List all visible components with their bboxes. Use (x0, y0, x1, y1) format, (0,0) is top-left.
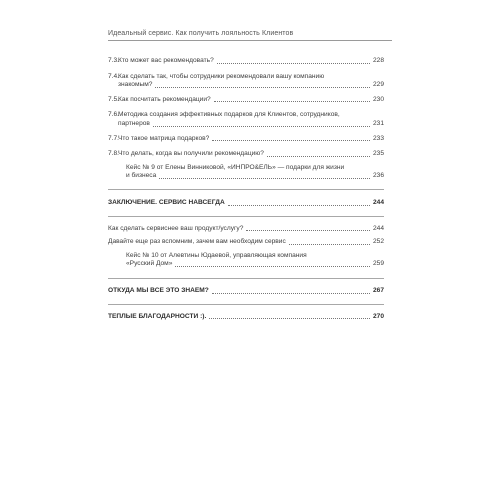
toc-entry-7-6 (108, 111, 384, 128)
entry-title-line2: «Русский Дом» (126, 260, 173, 268)
toc-entry-7-3 (108, 57, 384, 66)
entry-title: Кто может вас рекомендовать? (118, 57, 214, 64)
page-number: 244 (372, 224, 384, 232)
page-number: 259 (372, 260, 384, 268)
section-divider (108, 216, 384, 217)
dot-leader (246, 230, 370, 231)
entry-title: Как сделать сервиснее ваш продукт/услугу? (108, 224, 244, 232)
header-rule (108, 40, 392, 41)
entry-title: Как посчитать рекомендации? (118, 95, 211, 103)
entry-number: 7.3. (108, 57, 119, 64)
running-head: Идеальный сервис. Как получить лояльность Клиентов (108, 30, 294, 37)
dot-leader (212, 140, 370, 141)
page-number: 270 (372, 312, 384, 320)
section-divider (108, 189, 384, 190)
entry-title-line1: Кейс № 10 от Алевтины Юдаевой, управляющая компания (126, 251, 307, 259)
entry-number: 7.5. (108, 95, 119, 103)
entry-title: ТЕПЛЫЕ БЛАГОДАРНОСТИ :). (108, 312, 207, 320)
toc-entry-conclusion-2 (108, 238, 384, 247)
toc-entry-conclusion (108, 199, 384, 208)
page-number: 231 (372, 119, 384, 127)
toc-entry-case-9 (108, 164, 384, 181)
entry-title-line1: Кейс № 9 от Елены Винниковой, «ИНПРО&ЕЛЬ» — подарки для жизни (126, 163, 345, 171)
table-of-contents (108, 57, 384, 321)
page-number: 229 (372, 81, 384, 89)
page-number: 252 (372, 238, 384, 246)
dot-leader (159, 178, 370, 179)
dot-leader (214, 101, 370, 102)
entry-number: 7.7. (108, 134, 119, 142)
page-number: 235 (372, 150, 384, 158)
dot-leader (289, 244, 370, 245)
dot-leader (209, 318, 370, 319)
entry-number: 7.6. (108, 111, 119, 119)
toc-entry-7-7 (108, 135, 384, 144)
toc-entry-case-10 (108, 252, 384, 269)
page-number: 228 (372, 57, 384, 64)
entry-title: Давайте еще раз вспомним, зачем вам необходим сервис (108, 238, 286, 246)
toc-entry-7-5 (108, 96, 384, 105)
page-number: 230 (372, 95, 384, 103)
toc-entry-where (108, 287, 384, 296)
entry-title: Что делать, когда вы получили рекомендацию? (118, 150, 264, 158)
dot-leader (155, 87, 370, 88)
entry-number: 7.4. (108, 72, 119, 80)
entry-title-line2: партнеров (118, 119, 150, 127)
toc-entry-7-4 (108, 73, 384, 90)
toc-entry-7-8 (108, 150, 384, 159)
entry-title: ЗАКЛЮЧЕНИЕ. СЕРВИС НАВСЕГДА (108, 198, 225, 206)
entry-title-line2: и бизнеса (126, 172, 157, 180)
section-divider (108, 304, 384, 305)
dot-leader (267, 156, 370, 157)
page-number: 244 (372, 198, 384, 206)
entry-number: 7.8. (108, 150, 119, 158)
entry-title: Что такое матрица подарков? (118, 134, 210, 142)
page-number: 233 (372, 134, 384, 142)
page-number: 267 (372, 286, 384, 294)
entry-title-line1: Как сделать так, чтобы сотрудники рекомендовали вашу компанию (118, 72, 325, 80)
entry-title-line2: знакомым? (118, 81, 153, 89)
entry-title: ОТКУДА МЫ ВСЕ ЭТО ЗНАЕМ? (108, 286, 209, 294)
dot-leader (175, 266, 370, 267)
dot-leader (153, 126, 370, 127)
toc-entry-conclusion-1 (108, 225, 384, 234)
dot-leader (228, 205, 370, 206)
dot-leader (217, 63, 370, 64)
entry-title-line1: Методика создания эффективных подарков для Клиентов, сотрудников, (118, 111, 340, 119)
page-number: 236 (372, 172, 384, 180)
toc-entry-thanks (108, 313, 384, 322)
dot-leader (212, 293, 370, 294)
section-divider (108, 278, 384, 279)
